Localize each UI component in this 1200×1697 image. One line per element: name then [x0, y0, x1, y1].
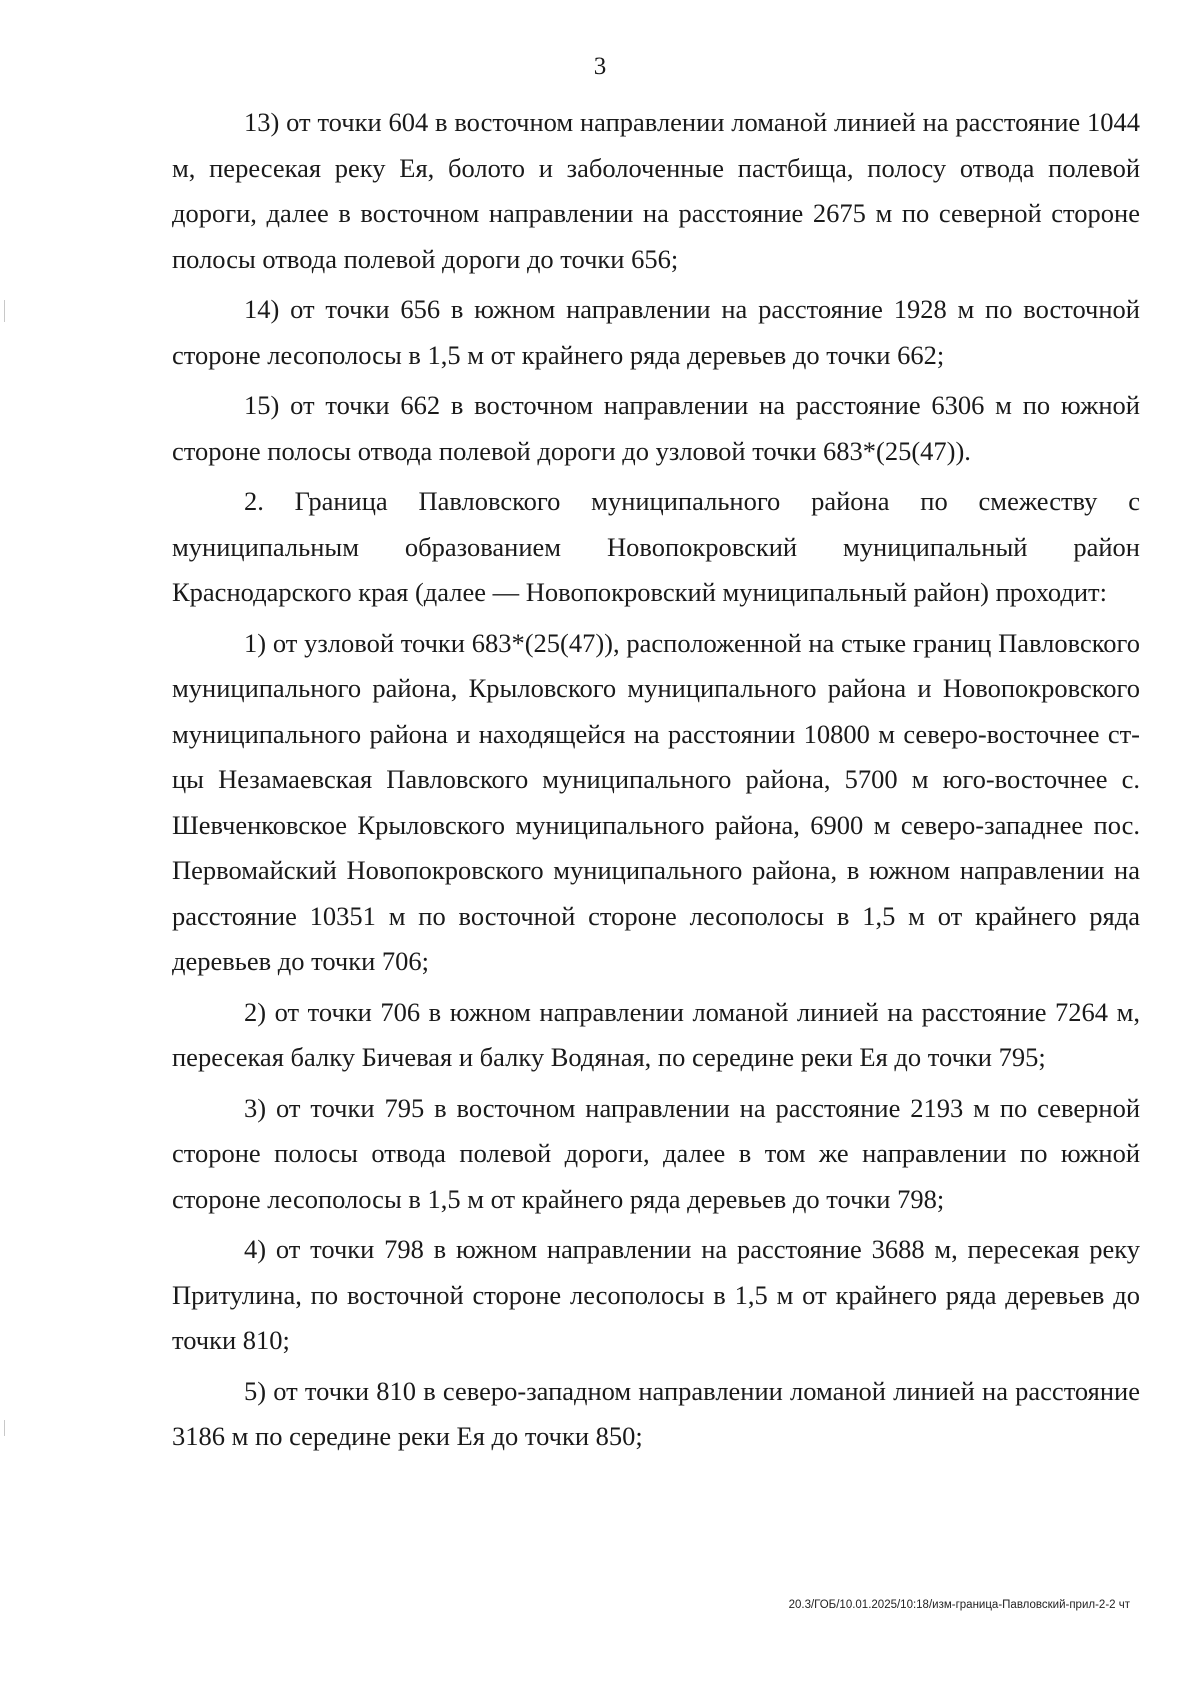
scan-margin-mark: [4, 1420, 5, 1436]
paragraph-2-1: 1) от узловой точки 683*(25(47)), расположенной на стыке границ Павловского муниципального района, Крыловского муниципального района и Новопокровского муниципального района и находящейся на расстоянии 10800 м северо-восточнее ст-цы Незамаевская Павловского муниципального района, 5700 м юго-восточнее с. Шевченковское Крыловского муниципального района, 6900 м северо-западнее пос. Первомайский Новопокровского муниципального района, в южном направлении на расстояние 10351 м по восточной стороне лесополосы в 1,5 м от крайнего ряда деревьев до точки 706;: [172, 627, 1140, 976]
paragraph-2-5: 5) от точки 810 в северо-западном направлении ломаной линией на расстояние 3186 м по середине реки Ея до точки 850;: [172, 1375, 1140, 1451]
document-body: [172, 100, 1140, 1460]
paragraph-15: 15) от точки 662 в восточном направлении на расстояние 6306 м по южной стороне полосы отвода полевой дороги до узловой точки 683*(25(47)).: [172, 390, 1140, 466]
page-number: 3: [593, 53, 607, 80]
paragraph-13: 13) от точки 604 в восточном направлении ломаной линией на расстояние 1044 м, пересекая реку Ея, болото и заболоченные пастбища, полосу отвода полевой дороги, далее в восточном направлении на расстояние 2675 м по северной стороне полосы отвода полевой дороги до точки 656;: [172, 107, 1140, 274]
paragraph-section-2: 2. Граница Павловского муниципального района по смежеству с муниципальным образованием Новопокровский муниципальный район Краснодарского края (далее — Новопокровский муниципальный район) проходит:: [172, 486, 1140, 607]
scan-margin-mark: [4, 300, 5, 322]
paragraph-2-3: 3) от точки 795 в восточном направлении на расстояние 2193 м по северной стороне полосы отвода полевой дороги, далее в том же направлении по южной стороне лесополосы в 1,5 м от крайнего ряда деревьев до точки 798;: [172, 1092, 1140, 1214]
paragraph-2-4: 4) от точки 798 в южном направлении на расстояние 3688 м, пересекая реку Притулина, по восточной стороне лесополосы в 1,5 м от крайнего ряда деревьев до точки 810;: [172, 1234, 1140, 1355]
paragraph-2-2: 2) от точки 706 в южном направлении ломаной линией на расстояние 7264 м, пересекая балку Бичевая и балку Водяная, по середине реки Ея до точки 795;: [172, 996, 1140, 1072]
paragraph-14: 14) от точки 656 в южном направлении на расстояние 1928 м по восточной стороне лесополосы в 1,5 м от крайнего ряда деревьев до точки 662;: [172, 294, 1140, 370]
document-footer-code: 20.3/ГОБ/10.01.2025/10:18/изм-граница-Павловский-прил-2-2 чт: [788, 1599, 1130, 1611]
